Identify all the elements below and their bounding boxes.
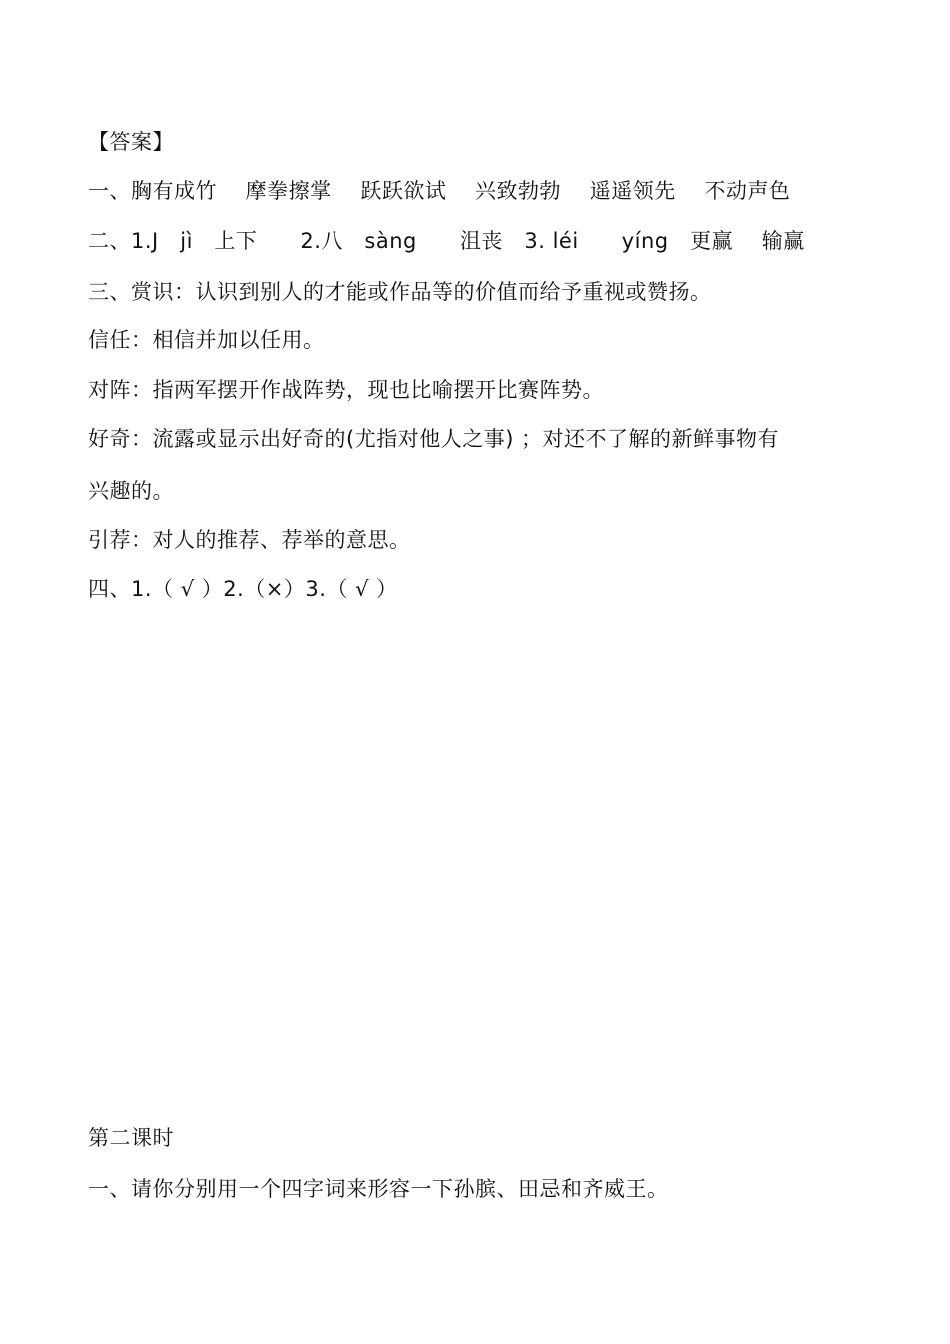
answer-q3-trust-line: 信任：相信并加以任用。 xyxy=(88,328,325,352)
answer-heading: 【答案】 xyxy=(88,130,174,154)
second-lesson-q1-line: 一、请你分别用一个四字词来形容一下孙膑、田忌和齐威王。 xyxy=(88,1177,669,1201)
answer-q2-line: 二、1.J jì 上下 2.八 sàng 沮丧 3. léi yíng 更赢 输赢 xyxy=(88,229,805,253)
answer-q1-line: 一、胸有成竹 摩拳擦掌 跃跃欲试 兴致勃勃 遥遥领先 不动声色 xyxy=(88,179,791,203)
answer-q3-battle-line: 对阵：指两军摆开作战阵势，现也比喻摆开比赛阵势。 xyxy=(88,378,604,402)
answer-q4-line: 四、1.（ √ ）2.（×）3.（ √ ） xyxy=(88,577,398,601)
answer-q3-curious-line-cont: 兴趣的。 xyxy=(88,479,174,503)
answer-q3-appreciate-line: 三、赏识：认识到别人的才能或作品等的价值而给予重视或赞扬。 xyxy=(88,280,712,304)
second-lesson-title: 第二课时 xyxy=(88,1126,174,1150)
answer-q3-curious-line: 好奇：流露或显示出好奇的(尤指对他人之事) ；对还不了解的新鲜事物有 xyxy=(88,427,780,451)
answer-q3-recommend-line: 引荐：对人的推荐、荐举的意思。 xyxy=(88,528,411,552)
